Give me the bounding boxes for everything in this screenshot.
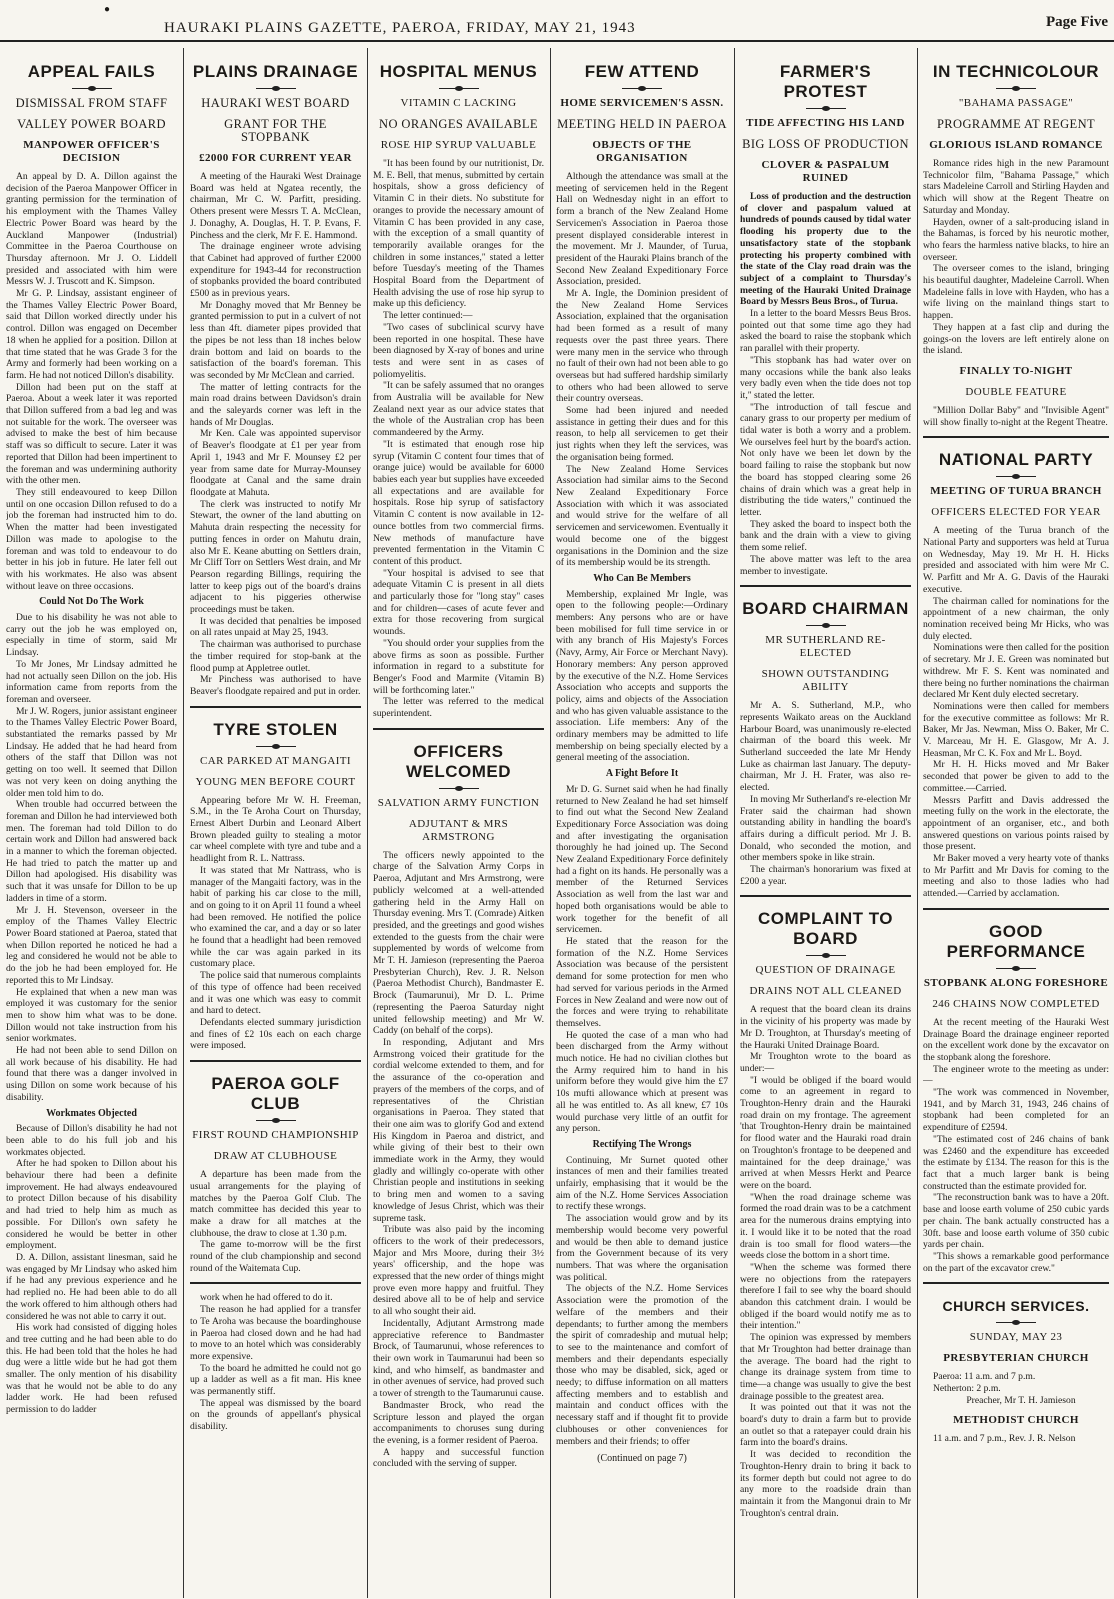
- article-body: [6, 171, 177, 1416]
- column-rule: [917, 48, 918, 1598]
- paragraph: Dillon had been put on the staff at Paeroa. About a week later it was reported that Dillon suffered from a bad leg and was not suitable for the work. The overseer was advised to make the best of him because staff was so difficult to secure. Later it was reported that Dillon had been impertinent to the foreman and was undermining authority with the other men.: [6, 381, 177, 487]
- crosshead: A Fight Before It: [605, 768, 679, 780]
- paragraph: "The introduction of tall fescue and canary grass to our property per medium of tidal water is both a worry and a problem. We ourselves feel hurt by the board's action. Not only have we been let down by the board failing to raise the stopbank but now the board has stopped clearing some 26 chains of drain which was a great help in distributing the tide waters," continued the letter.: [740, 401, 911, 518]
- crosshead: Could Not Do The Work: [39, 596, 144, 608]
- subheadline: QUESTION OF DRAINAGE: [755, 964, 896, 977]
- paragraph: "When the road drainage scheme was formed the road drain was to be a catchment area for the numerous drains emptying into it. I would like it to be noted that the road drain is too small for flood waters—the weeds close the bottom in a short time.: [740, 1191, 911, 1262]
- paragraph: Mr G. P. Lindsay, assistant engineer of the Thames Valley Electric Power Board, said that Dillon worked directly under his control. Dillon was engaged on December 18 when he applied for a position. Dillon at that time stated that he was Grade 3 for the Army and formerly had been working on a farm. He had not noticed Dillon's disability.: [6, 288, 177, 381]
- paragraph: His work had consisted of digging holes and tree cutting and he had been able to do this. He had been told that the holes he had dug were a little wide but he had got them smaller. The only mention of his disability was that he would not be able to do any ladder work. He had been refused permission to do ladder: [6, 1322, 177, 1416]
- paragraph: An appeal by D. A. Dillon against the decision of the Paeroa Manpower Officer in granting permission for the termination of his employment with the Thames Valley Electric Power Board was heard by the Auckland Manpower (Industrial) Committee in the Paeroa Courthouse on Thursday afternoon. Mr J. O. Liddell presided and associated with him were Messrs W. J. Truscott and K. Simpson.: [6, 171, 177, 288]
- subheadline: ADJUTANT & MRS ARMSTRONG: [408, 817, 509, 843]
- paragraph: They happen at a fast clip and during the goings-on the lovers are left entirely alone on the island.: [923, 321, 1109, 357]
- paragraph: The objects of the N.Z. Home Services Association were the promotion of the welfare of the members and their dependants; to further among the members the spirit of comradeship and mutual help; to see to the maintenance and comfort of members and their dependants especially those who may be disabled, sick, aged or needy; to diffuse information on all matters affecting members and to establish and maintain and conduct offices with the necessary staff and if thought fit to provide clubhouses or other conveniences for members and their friends; to offer: [556, 1283, 728, 1447]
- crosshead: Workmates Objected: [46, 1107, 137, 1119]
- paragraph: Although the attendance was small at the meeting of servicemen held in the Regent Hall on Wednesday night in an effort to form a branch of the New Zealand Home Servicemen's Association in Paeroa those present displayed considerable interest in the movement. Mr J. Maunder, of Turua, president of the Hauraki Plains branch of the Second New Zealand Expeditionary Force Association, presided.: [556, 171, 728, 288]
- paragraph: The appeal was dismissed by the board on the grounds of appellant's physical disability.: [190, 1397, 361, 1433]
- paragraph: The chairman was authorised to purchase the timber required for stop-bank at the flood pump at Appletree outlet.: [190, 639, 361, 674]
- subheadline: PRESBYTERIAN CHURCH: [943, 1352, 1089, 1365]
- subheadline: MANPOWER OFFICER'S DECISION: [23, 139, 160, 164]
- paragraph: A happy and successful function concluded with the serving of supper.: [373, 1446, 544, 1470]
- section-rule: [740, 585, 911, 587]
- paragraph: Nominations were then called for members for the executive committee as follows: Mr R. Baker, Mr Jas. Newman, Miss O. Baker, Mr C. V. Marceau, Mr H. E. Glasgow, Mr A. J. Heasman, Mr C. K. Fox and Mr L. Boyd.: [923, 700, 1109, 759]
- headline: CHURCH SERVICES.: [942, 1298, 1090, 1315]
- paragraph: "The estimated cost of 246 chains of bank was £2460 and the expenditure has exceeded the estimate by £134. The reason for this is the fact that a much larger bank is being constructed than the estimate provided for.: [923, 1133, 1109, 1192]
- paragraph: A request that the board clean its drains in the vicinity of his property was made by Mr D. Troughton, at Thursday's meeting of the Hauraki United Drainage Board.: [740, 1004, 911, 1051]
- paragraph: A departure has been made from the usual arrangements for the playing of matches by the Paeroa Golf Club. The match committee has decided this year to make a draw for all matches at the clubhouse, the draw to close at 1.30 p.m.: [190, 1169, 361, 1239]
- headline: BOARD CHAIRMAN: [742, 599, 909, 619]
- paragraph: "When the scheme was formed there were no objections from the ratepayers therefore I fail to see why the board should abandon this catchment drain. I would be obliged if the board would notify me as to their intention.": [740, 1261, 911, 1332]
- paragraph: He had not been able to send Dillon on all work because of his disability. He had found that there was a danger involved in using Dillon on some work because of his disability.: [6, 1045, 177, 1103]
- subheadline: CAR PARKED AT MANGAITI: [200, 754, 351, 767]
- subheadline: CLOVER & PASPALUM RUINED: [761, 159, 890, 184]
- paragraph: A meeting of the Turua branch of the National Party and supporters was held at Turua on Wednesday, May 19. Mr H. H. Hicks presided and associated with him were Mr C. W. Parfitt and Mr A. G. Davis of the Hauraki executive.: [923, 525, 1109, 595]
- section-rule: [740, 895, 911, 897]
- subheadline: NO ORANGES AVAILABLE: [379, 117, 538, 131]
- paragraph: "It can be safely assumed that no oranges from Australia will be available for New Zealand next year as our advice states that the whole of the Australian crop has been commandeered by the Army.: [373, 380, 544, 439]
- article-body: [923, 405, 1109, 428]
- paragraph: He explained that when a new man was employed it was customary for the senior men to show him what was to be done. Dillon would not take instruction from his senior workmates.: [6, 986, 177, 1045]
- paragraph: Mr H. H. Hicks moved and Mr Baker seconded that power be given to add to the committee.—Carried.: [923, 759, 1109, 794]
- section-rule: [190, 706, 361, 708]
- service-time: 11 a.m. and 7 p.m., Rev. J. R. Nelson: [933, 1433, 1076, 1445]
- paragraph: The drainage engineer wrote advising that Cabinet had approved of further £2000 expenditure for 1943-44 for reconstruction of stopbanks provided the board contributed £500 as in previous years.: [190, 241, 361, 300]
- headline: NATIONAL PARTY: [938, 450, 1094, 470]
- crosshead: Rectifying The Wrongs: [592, 1138, 692, 1150]
- church-listing: [923, 1433, 1109, 1445]
- paragraph: He stated that the reason for the formation of the N.Z. Home Services Association was because of the persistent demand for some protection for men who had served for various periods in the Armed Forces in New Zealand and were now out of the forces and were trying to rehabilitate themselves.: [556, 936, 728, 1029]
- paragraph: The letter continued:—: [383, 310, 473, 322]
- service-time: Paeroa: 11 a.m. and 7 p.m.: [933, 1371, 1036, 1383]
- divider: [72, 88, 112, 89]
- section-rule: [190, 1060, 361, 1062]
- divider: [622, 88, 662, 89]
- subheadline: OBJECTS OF THE ORGANISATION: [592, 139, 692, 164]
- divider: [806, 108, 846, 109]
- subheadline: HAURAKI WEST BOARD: [201, 96, 350, 110]
- column-5: [740, 50, 911, 1595]
- paragraph: When trouble had occurred between the foreman and Dillon he had interviewed both men. The foreman had told Dillon to do certain work and Dillon had answered back in a manner to which the foreman objected. He had tried to patch the matter up and Dillon had apologised. His disability was such that it was unsafe for Dillon to be up ladders in time of a storm.: [6, 799, 177, 904]
- article-body: [190, 1292, 361, 1432]
- paragraph: After he had spoken to Dillon about his behaviour there had been a definite improvement. He had always endeavoured to protect Dillon because of his disability and had tried to help him as much as possible. For Dillon's own safety he considered he would be better in other employment.: [6, 1158, 177, 1252]
- column-4: [556, 50, 728, 1595]
- subheadline: SHOWN OUTSTANDING ABILITY: [761, 668, 890, 694]
- subheadline: VALLEY POWER BOARD: [17, 117, 166, 131]
- section-rule: [923, 1282, 1109, 1284]
- paragraph: In responding, Adjutant and Mrs Armstrong voiced their gratitude for the cordial welcome extended to them, and for the assurance of the co-operation and prayers of the members of the corps, and of representatives of the Christian organisations in Paeroa. They stated that their one aim was to glorify God and extend His Kingdom in Paeroa and district, and while giving of their best to their own immediate work in the Army, they would gladly and willingly co-operate with other Christian people and institutions in seeking to bring men and women to a saving knowledge of Jesus Christ, which was their supreme task.: [373, 1037, 544, 1224]
- subheadline: HOME SERVICEMEN'S ASSN.: [560, 97, 724, 109]
- subheadline: MR SUTHERLAND RE-ELECTED: [765, 634, 886, 660]
- paragraph: "The work was commenced in November, 1941, and by March 31, 1943, 246 chains of stopbank had been completed for an expenditure of £2594.: [923, 1087, 1109, 1134]
- paragraph: Continuing, Mr Surnet quoted other instances of men and their families treated unfairly, emphasising that it would be the aim of the N.Z. Home Services Association to rectify these wrongs.: [556, 1154, 728, 1213]
- divider: [439, 88, 479, 89]
- paragraph: They still endeavoured to keep Dillon until on one occasion Dillon refused to do a job the foreman had instructed him to do. When the matter had been investigated Dillon was made to apologise to the foreman and was told to endeavour to do better in his job in future. He later fell out with his workmates. He also was absent without leave on three occasions.: [6, 486, 177, 592]
- column-2: [190, 50, 361, 1595]
- article-body: [740, 191, 911, 577]
- divider: [996, 968, 1036, 969]
- paragraph: Mr Baker moved a very hearty vote of thanks to Mr Parfitt and Mr Davis for coming to the meeting and also to those ladies who had attended.—Carried by acclamation.: [923, 853, 1109, 900]
- paragraph: The police said that numerous complaints of this type of offence had been received and it was one which was easy to commit and hard to detect.: [190, 970, 361, 1017]
- paragraph: The chairman's honorarium was fixed at £200 a year.: [740, 864, 911, 887]
- paragraph: Because of Dillon's disability he had not been able to do his full job and his workmates objected.: [6, 1123, 177, 1158]
- service-time: Netherton: 2 p.m.: [933, 1383, 1001, 1395]
- article-body: [923, 525, 1109, 900]
- article-body: [190, 1169, 361, 1274]
- divider: [996, 1322, 1036, 1323]
- subheadline: "BAHAMA PASSAGE": [958, 97, 1074, 109]
- paragraph: Mr D. G. Surnet said when he had finally returned to New Zealand he had set himself to find out what the Second New Zealand Expeditionary Force Association was doing and after investigating the organisation thoroughly he had joined up. The Second New Zealand Expeditionary Force definitely had a fight on its hands. He personally was a member of the Returned Services Association as well from the last war and hoped both organisations would be able to work together for the benefit of all servicemen.: [556, 783, 728, 936]
- subheadline: GLORIOUS ISLAND ROMANCE: [929, 139, 1103, 151]
- paragraph: Mr A. S. Sutherland, M.P., who represents Waikato areas on the Auckland Harbour Board, was unanimously re-elected chairman of the board this week. Mr Sutherland succeeded the late Mr Hendy Luke as chairman last January. The deputy-chairman, Mr J. H. Frater, was also re-elected.: [740, 700, 911, 794]
- headline: IN TECHNICOLOUR: [932, 62, 1100, 81]
- column-rule: [367, 48, 368, 1598]
- divider: [439, 788, 479, 789]
- headline: FARMER'S PROTEST: [779, 62, 872, 101]
- paragraph: "Your hospital is advised to see that adequate Vitamin C is present in all diets and particularly those for "long stay" cases and for children—cases of acute fever and extra for those recovering from surgical wounds.: [373, 567, 544, 638]
- paragraph: Hayden, owner of a salt-producing island in the Bahamas, is forced by his neurotic mother, who fears the harmless native blacks, to hire an overseer.: [923, 216, 1109, 263]
- paragraph: Mr J. W. Rogers, junior assistant engineer to the Thames Valley Electric Power Board, substantiated the remarks passed by Mr Lindsay. He added that he had heard from others of the staff that Dillon was not getting on too well. It seemed that Dillon was not very keen on doing anything the older men told him to do.: [6, 705, 177, 799]
- paragraph: Mr Troughton wrote to the board as under:—: [740, 1051, 911, 1074]
- paragraph: Mr Ken. Cale was appointed supervisor of Beaver's floodgate at £1 per year from April 1, 1943 and Mr F. Mounsey £2 per year from same date for Murray-Mounsey floodgate at Canal and the same drain floodgate at Mahuta.: [190, 428, 361, 498]
- paragraph: The clerk was instructed to notify Mr Stewart, the owner of the land abutting on Mahuta drain respecting the necessity for putting fences in order on Mahutu drain, also Mr E. Keane abutting on Settlers drain, Mr Cliff Torr on Settlers West drain, and Mr Pearson regarding Billings, requiring the latter to keep pigs out of the board's drains adjacent to his piggeries otherwise proceedings must be taken.: [190, 498, 361, 616]
- headline: APPEAL FAILS: [27, 62, 156, 81]
- subheadline: BIG LOSS OF PRODUCTION: [742, 137, 909, 151]
- subheadline: PROGRAMME AT REGENT: [936, 117, 1096, 131]
- paragraph: The engineer wrote to the meeting as under:—: [923, 1063, 1109, 1087]
- headline: PLAINS DRAINAGE: [192, 62, 359, 81]
- paragraph: In moving Mr Sutherland's re-election Mr Frater said the chairman had shown outstanding ability in handling the board's affairs during a difficult period. Mr J. B. Donald, who seconded the motion, and other members spoke in like strain.: [740, 793, 911, 864]
- column-rule: [550, 48, 551, 1598]
- paragraph: The letter was referred to the medical superintendent.: [373, 696, 544, 720]
- masthead-title: HAURAKI PLAINS GAZETTE, PAEROA, FRIDAY, MAY 21, 1943: [164, 20, 636, 36]
- column-rule: [183, 48, 184, 1598]
- paragraph: At the recent meeting of the Hauraki West Drainage Board the drainage engineer reported on the excellent work done by the excavator on the stopbank along the foreshore.: [923, 1016, 1109, 1063]
- paragraph: Mr Pinchess was authorised to have Beaver's floodgate repaired and put in order.: [190, 674, 361, 697]
- paragraph: Loss of production and the destruction of clover and paspalum valued at hundreds of pounds caused by tidal water flooding his property due to the unsatisfactory state of the stopbank protecting his property combined with the state of the Clay road drain was the subject of a complaint to Thursday's meeting of the Hauraki United Drainage Board by Messrs Beus Bros., of Turua.: [740, 191, 911, 308]
- column-3: [373, 50, 544, 1595]
- paragraph: "I would be obliged if the board would come to an agreement in regard to Troughton-Henry drain and the Hauraki road drain on my frontage. The agreement 'that Troughton-Henry drain be maintained for flood water and the Hauraki road drain on Troughton's frontage to be deepened and maintained for the deep drainage,' was arrived at when Messrs Herkt and Pearce were on the board.: [740, 1074, 911, 1191]
- paragraph: The chairman called for nominations for the appointment of a new chairman, the only nomination received being Mr Hicks, who was duly elected.: [923, 595, 1109, 642]
- article-body: [740, 700, 911, 887]
- subheadline: £2000 FOR CURRENT YEAR: [199, 152, 352, 164]
- subheadline: VITAMIN C LACKING: [400, 97, 517, 109]
- divider: [256, 746, 296, 747]
- paragraph: To Mr Jones, Mr Lindsay admitted he had not actually seen Dillon on the job. His information came from reports from the foreman and overseer.: [6, 658, 177, 705]
- divider: [806, 955, 846, 956]
- headline: TYRE STOLEN: [213, 719, 338, 739]
- paragraph: Mr Donaghy moved that Mr Benney be granted permission to put in a culvert of not less than 4ft. diameter pipes provided that the pipes be not less than 18 inches below drain bottom and laid on boards to the satisfaction of the board's foreman. This was seconded by Mr McClean and carried.: [190, 299, 361, 381]
- article-body: [740, 1004, 911, 1519]
- headline: COMPLAINT TO BOARD: [757, 909, 894, 949]
- continued-note: (Continued on page 7): [597, 1453, 687, 1465]
- paragraph: They asked the board to inspect both the bank and the drain with a view to giving them some relief.: [740, 518, 911, 554]
- subheadline: DRAINS NOT ALL CLEANED: [749, 985, 902, 998]
- paragraph: D. A. Dillon, assistant linesman, said he was engaged by Mr Lindsay who asked him if he had any previous experience and he had replied no. He had been able to do all the work offered to him although others had considered he was not able to carry it out.: [6, 1251, 177, 1322]
- divider: [806, 625, 846, 626]
- subheadline: ROSE HIP SYRUP VALUABLE: [380, 139, 537, 151]
- subheadline: METHODIST CHURCH: [953, 1414, 1079, 1427]
- article-body: [190, 171, 361, 698]
- paragraph: "You should order your supplies from the above firms as soon as possible. Further information in regard to a substitute for Benger's Food and Marmite (Vitamin B) will be forthcoming later.": [373, 637, 544, 696]
- paragraph: The above matter was left to the area member to investigate.: [740, 553, 911, 577]
- paragraph: Romance rides high in the new Paramount Technicolor film, "Bahama Passage," which stars Madeleine Carroll and Stirling Hayden and which will show at the Regent Theatre on Saturday and Monday.: [923, 158, 1109, 216]
- headline: HOSPITAL MENUS: [379, 62, 538, 81]
- subheadline: DISMISSAL FROM STAFF: [15, 96, 168, 110]
- paragraph: To the board he admitted he could not go up a ladder as well as a fit man. His knee was permanently stiff.: [190, 1362, 361, 1398]
- paragraph: The officers newly appointed to the charge of the Salvation Army Corps in Paeroa, Adjutant and Mrs Armstrong, were publicly welcomed at a well-attended gathering held in the Army Hall on Thursday evening. Mrs T. (Comrade) Aitken presided, and the greetings and good wishes extended to the guests from the chair were supplemented by words of welcome from Mr T. H. Jamieson (representing the Paeroa Presbyterian Church), Rev. J. R. Nelson (Paeroa Methodist Church), Bandmaster E. Brock (Taumarunui), Mr D. L. Prime (representing the Paeroa Saturday night united fellowship meeting) and Mr W. Caddy (on behalf of the corps).: [373, 849, 544, 1037]
- subheadline: MEETING OF TURUA BRANCH: [930, 485, 1102, 498]
- section-rule: [373, 728, 544, 730]
- divider: [256, 88, 296, 89]
- paragraph: Tribute was also paid by the incoming officers to the work of their predecessors, Major and Mrs Moore, during their 3½ years' officership, and the hope was expressed that the new order of things might prove even more happy and fruitful. They desired above all to be of help and service to all who sought their aid.: [373, 1224, 544, 1318]
- paragraph: Appearing before Mr W. H. Freeman, S.M., in the Te Aroha Court on Thursday, Ernest Albert Durbin and Leonard Albert Brown pleaded guilty to stealing a motor car wheel complete with tyre and tube and a headlight from R. L. Nattrass.: [190, 794, 361, 865]
- article-body: [373, 158, 544, 720]
- subheadline: YOUNG MEN BEFORE COURT: [195, 775, 356, 788]
- article-body: [923, 1017, 1109, 1274]
- paragraph: It was pointed out that it was not the board's duty to drain a farm but to provide an outlet so that a ratepayer could drain his farm into the board's drains.: [740, 1402, 911, 1449]
- column-1: [6, 50, 177, 1595]
- paragraph: "Million Dollar Baby" and "Invisible Agent" will show finally to-night at the Regent Theatre.: [923, 404, 1109, 428]
- crosshead: Who Can Be Members: [593, 572, 691, 584]
- paragraph: "Two cases of subclinical scurvy have been reported in one hospital. These have been diagnosed by X-ray of bones and urine tests and were sent in as cases of poliomyelitis.: [373, 321, 544, 380]
- column-rule: [734, 48, 735, 1598]
- paragraph: In a letter to the board Messrs Beus Bros. pointed out that some time ago they had asked the board to raise the stopbank which ran parallel with their property.: [740, 308, 911, 355]
- paragraph: Some had been injured and needed assistance in getting their dues and for this reason, to help all servicemen to get their just rights when they left the services, was the organisation being formed.: [556, 405, 728, 463]
- subheadline: SUNDAY, MAY 23: [969, 1331, 1063, 1344]
- column-6: [923, 50, 1109, 1595]
- church-listing: [923, 1371, 1109, 1406]
- subheadline: GRANT FOR THE STOPBANK: [224, 117, 327, 144]
- headline: OFFICERS WELCOMED: [405, 741, 512, 781]
- masthead: [0, 0, 1114, 42]
- paragraph: "The reconstruction bank was to have a 20ft. base and loose earth volume of 250 cubic yards per chain. The bank actually constructed has a 30ft. base and loose earth volume of 350 cubic yards per chain.: [923, 1192, 1109, 1251]
- paragraph: "This stopbank has had water over on many occasions while the bank also leaks very badly even when the tide does not top it," stated the letter.: [740, 354, 911, 401]
- masthead-mark: ●: [104, 4, 111, 15]
- subheadline: STOPBANK ALONG FORESHORE: [923, 976, 1109, 989]
- paragraph: A meeting of the Hauraki West Drainage Board was held at Ngatea recently, the chairman, Mr C. W. Parfitt, presiding. Others present were Messrs T. A. McClean, J. Donaghy, A. Douglas, H. T. P. Evans, F. Pinchess and the clerk, Mr F. E. Hammond.: [190, 171, 361, 241]
- paragraph: He quoted the case of a man who had been discharged from the Army without much notice. He had no civilian clothes but the Army required him to hand in his uniform before they would give him the £7 10s mufti allowance which at present was all he was entitled to. As all knew, £7 10s would purchase very little of an outfit for any person.: [556, 1029, 728, 1135]
- preacher: Preacher, Mr T. H. Jamieson: [966, 1394, 1076, 1406]
- paragraph: The New Zealand Home Services Association had similar aims to the Second New Zealand Expeditionary Force Association with which it was associated and would strive for the welfare of all servicemen and servicewomen. Eventually it would become one of the biggest organisations in the Dominion and the size of its membership would be its strength.: [556, 463, 728, 569]
- paragraph: The game to-morrow will be the first round of the club championship and second round of the Waitemata Cup.: [190, 1239, 361, 1274]
- divider: [256, 1120, 296, 1121]
- subheadline: FINALLY TO-NIGHT: [959, 364, 1073, 377]
- paragraph: Messrs Parfitt and Davis addressed the meeting fully on the work in the electorate, the appointment of an organiser, etc., and both answered questions on various points raised by those present.: [923, 794, 1109, 853]
- paragraph: Bandmaster Brock, who read the Scripture lesson and played the organ accompaniments to choruses sung during the evening, is a former resident of Paeroa.: [373, 1399, 544, 1446]
- subheadline: MEETING HELD IN PAEROA: [557, 117, 727, 131]
- headline: FEW ATTEND: [584, 62, 700, 81]
- paragraph: Mr J. H. Stevenson, overseer in the employ of the Thames Valley Electric Power Board stationed at Paeroa, stated that when Dillon reported he noticed he had a leg and considered he would not be able to do the job he had been employed for. He reported this to Mr Lindsay.: [6, 904, 177, 986]
- paragraph: Defendants elected summary jurisdiction and fines of £2 10s each on each charge were imposed.: [190, 1017, 361, 1052]
- subheadline: SALVATION ARMY FUNCTION: [377, 796, 540, 809]
- subheadline: DRAW AT CLUBHOUSE: [213, 1150, 338, 1163]
- paragraph: The matter of letting contracts for the main road drains between Davidson's drain and the saleyards corner was left in the hands of Mr Douglas.: [190, 381, 361, 428]
- subheadline: DOUBLE FEATURE: [965, 385, 1067, 398]
- paragraph: The overseer comes to the island, bringing his beautiful daughter, Madeleine Carroll. When Madeleine falls in love with Hayden, who has a wife living on the mainland things start to happen.: [923, 263, 1109, 322]
- paragraph: "This shows a remarkable good performance on the part of the excavator crew.": [923, 1250, 1109, 1274]
- article-body: [923, 158, 1109, 357]
- paragraph: "It is estimated that enough rose hip syrup (Vitamin C content four times that of orange juice) would be available for 6000 babies each year but supplies have exceeded all expectations and are available for hospitals. Rose hip syrup of satisfactory Vitamin C content is now available in 12-ounce bottles from two commercial firms. New methods of manufacture have prevented fermentation in the Vitamin C content of this product.: [373, 438, 544, 567]
- section-rule: [923, 908, 1109, 910]
- subheadline: 246 CHAINS NOW COMPLETED: [932, 997, 1100, 1010]
- paragraph: Membership, explained Mr Ingle, was open to the following people:—Ordinary members: Any persons who are or have been mobilised for full time service in or with any branch of His Majesty's Forces (Navy, Army, Air Force or Merchant Navy). Honorary members: Any person approved by the executive of the N.Z. Home Services Association who accepts and supports the policy, aims and objects of the Association and who has given valuable assistance to the association. Life members: Any of the ordinary members may be admitted to life membership on being specially elected by a general meeting of the association.: [556, 588, 728, 764]
- paragraph: Incidentally, Adjutant Armstrong made appreciative reference to Bandmaster Brock, of Taumarunui, whose references to their own work in Taumarunui had been so kind, and who himself, as bandmaster and in other avenues of service, had proved such a tower of strength to the Taumarunui cause.: [373, 1317, 544, 1400]
- headline: GOOD PERFORMANCE: [946, 921, 1086, 961]
- article-body: [556, 171, 728, 1447]
- paragraph: It was stated that Mr Nattrass, who is manager of the Mangaiti factory, was in the habit of parking his car close to the mill, and on going to it on April 11 found a wheel had been removed. He notified the police who examined the car, and a day or so later he found that a headlight had been removed while the car was again parked in its customary place.: [190, 864, 361, 970]
- divider: [996, 476, 1036, 477]
- paragraph: "It has been found by our nutritionist, Dr. M. E. Bell, that menus, submitted by certain hospitals, show a gross deficiency of Vitamin C in their diets. No substitute for oranges to provide the necessary amount of Vitamin C has been provided in any case, with the exception of a small quantity of temporarily available oranges for the children in some instances," stated a letter before Tuesday's meeting of the Thames Hospital Board from the Department of Health advising the use of rose hip syrup to make up this deficiency.: [373, 158, 544, 310]
- paragraph: The association would grow and by its membership would become very powerful and would be then able to demand justice from the Government because of its very numbers. That was where the organisation was political.: [556, 1213, 728, 1283]
- divider: [996, 88, 1036, 89]
- headline: PAEROA GOLF CLUB: [211, 1074, 340, 1114]
- paragraph: The opinion was expressed by members that Mr Troughton had better drainage than the average. The board had the right to change its drainage system from time to time—a change was usually to give the best drainage possible to the greatest area.: [740, 1332, 911, 1402]
- section-rule: [923, 436, 1109, 438]
- paragraph: Mr A. Ingle, the Dominion president of the New Zealand Home Services Association, explained that the organisation had been formed as a result of many requests over the past three years. There were many men in the service who through no fault of their own had not been able to go overseas but had suffered hardship similarly to others who had been allowed to serve their country overseas.: [556, 288, 728, 405]
- paragraph: It was decided that penalties be imposed on all rates unpaid at May 25, 1943.: [190, 615, 361, 639]
- paragraph: The reason he had applied for a transfer to Te Aroha was because the boardinghouse in Paeroa had closed down and he had had to move to an hotel which was considerably more expensive.: [190, 1304, 361, 1362]
- paragraph: Nominations were then called for the position of secretary. Mr J. E. Green was nominated but withdrew. Mr F. S. Kent was nominated and there being no further nominations the chairman declared Mr Kent duly elected secretary.: [923, 642, 1109, 701]
- section-rule: [190, 1282, 361, 1284]
- subheadline: TIDE AFFECTING HIS LAND: [746, 117, 905, 129]
- article-body: [190, 795, 361, 1052]
- paragraph: It was decided to recondition the Troughton-Henry drain to bring it back to its former depth but could not agree to do any more to the roadside drain than maintain it from the Mangonui drain to Mr Troughton's central drain.: [740, 1449, 911, 1519]
- subheadline: FIRST ROUND CHAMPIONSHIP: [192, 1129, 359, 1142]
- subheadline: OFFICERS ELECTED FOR YEAR: [931, 506, 1101, 519]
- paragraph: work when he had offered to do it.: [200, 1292, 333, 1304]
- article-body: [373, 850, 544, 1470]
- paragraph: Due to his disability he was not able to carry out the job he was employed on, especially in time of storm, said Mr Lindsay.: [6, 612, 177, 659]
- page-number: Page Five: [1045, 14, 1108, 30]
